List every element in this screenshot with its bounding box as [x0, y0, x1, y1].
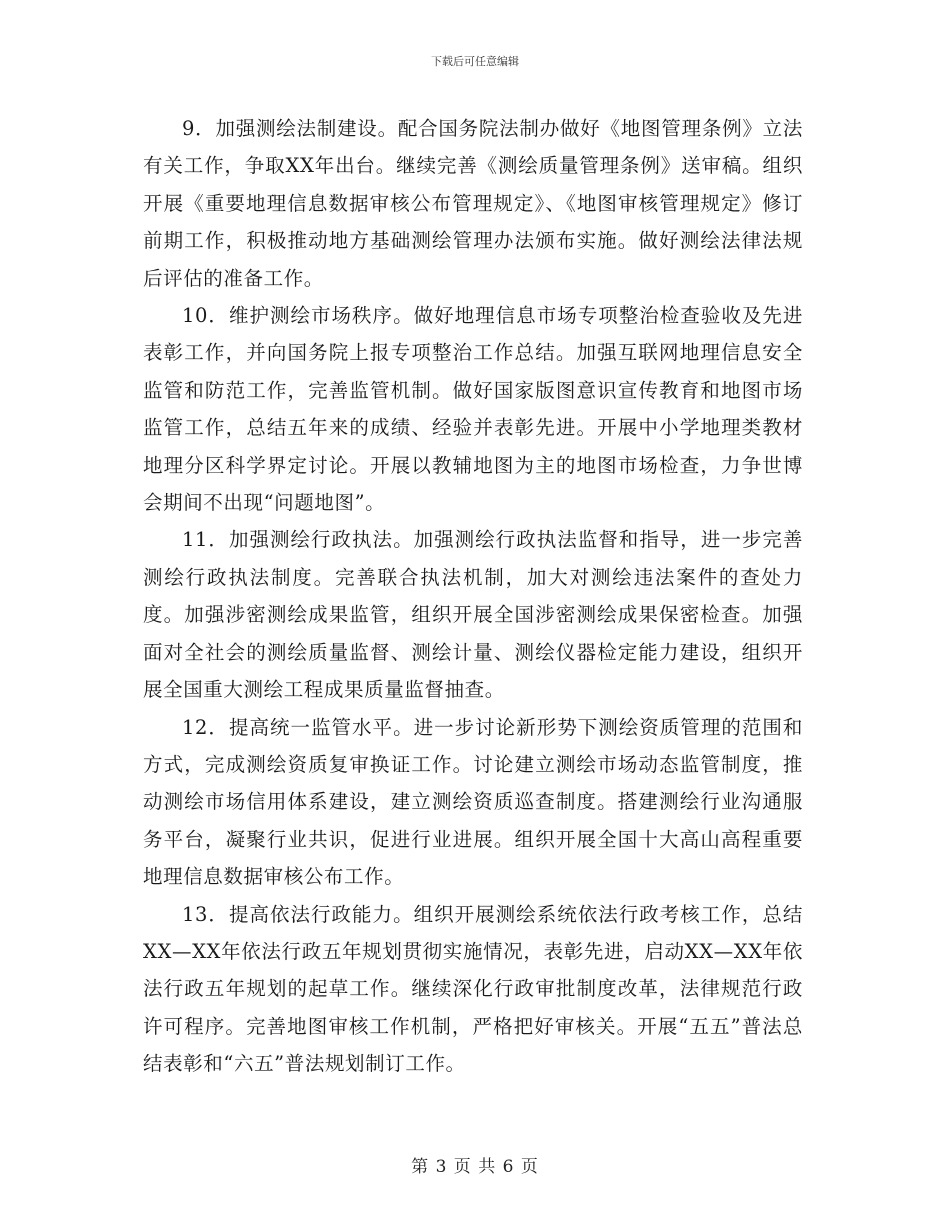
paragraph-item-11: 11．加强测绘行政执法。加强测绘行政执法监督和指导，进一步完善测绘行政执法制度。完善联合执法机制，加大对测绘违法案件的查处力度。加强涉密测绘成果监管，组织开展全国涉密测绘成果保密检查。加强面对全社会的测绘质量监督、测绘计量、测绘仪器检定能力建设，组织开展全国重大测绘工程成果质量监督抽查。	[143, 528, 803, 702]
paragraph-item-13: 13．提高依法行政能力。组织开展测绘系统依法行政考核工作，总结XX—XX年依法行政五年规划贯彻实施情况，表彰先进，启动XX—XX年依法行政五年规划的起草工作。继续深化行政审批制度改革，法律规范行政许可程序。完善地图审核工作机制，严格把好审核关。开展“五五”普法总结表彰和“六五”普法规划制订工作。	[143, 902, 803, 1076]
paragraph-item-10: 10．维护测绘市场秩序。做好地理信息市场专项整治检查验收及先进表彰工作，并向国务院上报专项整治工作总结。加强互联网地理信息安全监管和防范工作，完善监管机制。做好国家版图意识宣传教育和地图市场监管工作，总结五年来的成绩、经验并表彰先进。开展中小学地理类教材地理分区科学界定讨论。开展以教辅地图为主的地图市场检查，力争世博会期间不出现“问题地图”。	[143, 304, 803, 515]
paragraph-item-12: 12．提高统一监管水平。进一步讨论新形势下测绘资质管理的范围和方式，完成测绘资质复审换证工作。讨论建立测绘市场动态监管制度，推动测绘市场信用体系建设，建立测绘资质巡查制度。搭建测绘行业沟通服务平台，凝聚行业共识，促进行业进展。组织开展全国十大高山高程重要地理信息数据审核公布工作。	[143, 715, 803, 889]
page-header: 下载后可任意编辑	[431, 55, 519, 68]
paragraph-item-9: 9．加强测绘法制建设。配合国务院法制办做好《地图管理条例》立法有关工作，争取XX年出台。继续完善《测绘质量管理条例》送审稿。组织开展《重要地理信息数据审核公布管理规定》、《地图审核管理规定》修订前期工作，积极推动地方基础测绘管理办法颁布实施。做好测绘法律法规后评估的准备工作。	[143, 117, 803, 290]
document-body	[143, 110, 803, 1083]
page-number-footer: 第 3 页 共 6 页	[411, 1157, 539, 1177]
